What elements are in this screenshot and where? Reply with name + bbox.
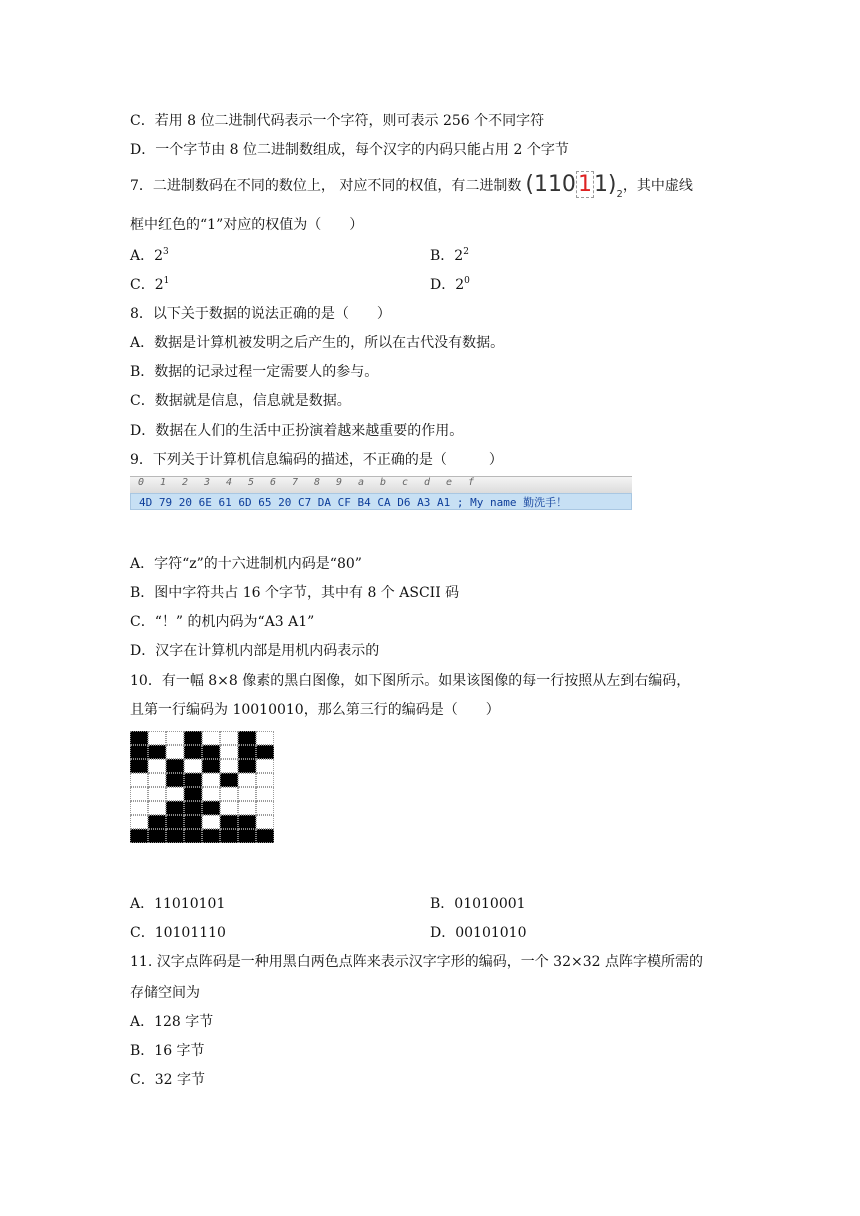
pixel-cell bbox=[256, 745, 274, 759]
q9-option-c: C．“！” 的机内码为“A3 A1” bbox=[130, 614, 315, 630]
hex-column-label: c bbox=[401, 477, 409, 488]
q10-option-a: A．11010101 bbox=[130, 896, 226, 912]
pixel-cell bbox=[184, 731, 202, 745]
hex-column-label: 7 bbox=[291, 477, 299, 488]
pixel-cell bbox=[202, 829, 220, 843]
q11-option-b: B．16 字节 bbox=[130, 1043, 205, 1059]
pixel-cell bbox=[220, 745, 238, 759]
hex-column-label: a bbox=[357, 477, 365, 488]
hex-dump-figure bbox=[130, 476, 632, 510]
q7-stem bbox=[130, 172, 693, 200]
hex-column-label: 1 bbox=[159, 477, 167, 488]
pixel-cell bbox=[184, 745, 202, 759]
pixel-cell bbox=[202, 815, 220, 829]
q10-option-b: B．01010001 bbox=[430, 896, 526, 912]
pixel-cell bbox=[220, 829, 238, 843]
pixel-cell bbox=[202, 801, 220, 815]
pixel-cell bbox=[148, 759, 166, 773]
pixel-cell bbox=[166, 731, 184, 745]
pixel-cell bbox=[238, 829, 256, 843]
hex-column-label: d bbox=[423, 477, 431, 488]
pixel-cell bbox=[184, 815, 202, 829]
pixel-cell bbox=[166, 773, 184, 787]
binary-number-image: $(11011)_2$ bbox=[525, 172, 623, 200]
pixel-cell bbox=[256, 801, 274, 815]
pixel-cell bbox=[256, 829, 274, 843]
q6-option-c: C．若用 8 位二进制代码表示一个字符，则可表示 256 个不同字符 bbox=[130, 113, 545, 129]
hex-column-label: b bbox=[379, 477, 387, 488]
q11-option-c: C．32 字节 bbox=[130, 1072, 205, 1088]
q7-stem-text: 7．二进制数码在不同的数位上， 对应不同的权值，有二进制数 bbox=[130, 178, 522, 194]
q9-option-a: A．字符“z”的十六进制机内码是“80” bbox=[130, 556, 362, 572]
pixel-cell bbox=[220, 801, 238, 815]
q10-option-d: D．00101010 bbox=[430, 925, 527, 941]
hex-column-label: 4 bbox=[225, 477, 233, 488]
pixel-cell bbox=[238, 815, 256, 829]
pixel-cell bbox=[130, 745, 148, 759]
hex-column-label: 5 bbox=[247, 477, 255, 488]
hex-column-label: 2 bbox=[181, 477, 189, 488]
q11-stem-line1: 11. 汉字点阵码是一种用黑白两色点阵来表示汉字字形的编码，一个 32×32 点阵字模所需的 bbox=[130, 954, 703, 970]
pixel-cell bbox=[130, 787, 148, 801]
hex-column-label: 9 bbox=[335, 477, 343, 488]
q6-option-d: D．一个字节由 8 位二进制数组成，每个汉字的内码只能占用 2 个字节 bbox=[130, 142, 569, 158]
pixel-cell bbox=[130, 731, 148, 745]
hex-column-label: 3 bbox=[203, 477, 211, 488]
q10-stem-line1: 10．有一幅 8×8 像素的黑白图像，如下图所示。如果该图像的每一行按照从左到右编码， bbox=[130, 673, 691, 689]
q7-option-b: B．$2^2$ bbox=[430, 247, 469, 264]
pixel-image-figure bbox=[130, 731, 274, 845]
pixel-cell bbox=[148, 801, 166, 815]
pixel-cell bbox=[148, 787, 166, 801]
pixel-cell bbox=[184, 787, 202, 801]
pixel-cell bbox=[184, 773, 202, 787]
q11-stem-line2: 存储空间为 bbox=[130, 985, 200, 1001]
pixel-cell bbox=[184, 759, 202, 773]
pixel-cell bbox=[130, 759, 148, 773]
q10-option-c: C．10101110 bbox=[130, 925, 226, 941]
hex-column-label: 0 bbox=[137, 477, 145, 488]
pixel-cell bbox=[130, 815, 148, 829]
pixel-cell bbox=[166, 745, 184, 759]
pixel-cell bbox=[256, 815, 274, 829]
pixel-cell bbox=[148, 773, 166, 787]
hex-column-label: 6 bbox=[269, 477, 277, 488]
pixel-cell bbox=[238, 731, 256, 745]
hex-data-row: 4D 79 20 6E 61 6D 65 20 C7 DA CF B4 CA D6 A3 A1 ; My name 勤洗手！ bbox=[130, 493, 632, 510]
pixel-cell bbox=[148, 731, 166, 745]
highlighted-digit: 1 bbox=[577, 172, 592, 197]
pixel-cell bbox=[220, 731, 238, 745]
pixel-cell bbox=[256, 731, 274, 745]
pixel-cell bbox=[202, 745, 220, 759]
pixel-cell bbox=[166, 787, 184, 801]
q8-option-c: C．数据就是信息，信息就是数据。 bbox=[130, 393, 351, 409]
pixel-cell bbox=[202, 773, 220, 787]
pixel-cell bbox=[184, 801, 202, 815]
hex-column-label: 8 bbox=[313, 477, 321, 488]
q11-option-a: A．128 字节 bbox=[130, 1014, 214, 1030]
q10-stem-line2: 且第一行编码为 10010010，那么第三行的编码是（ ） bbox=[130, 702, 500, 718]
pixel-cell bbox=[166, 829, 184, 843]
pixel-cell bbox=[256, 787, 274, 801]
pixel-cell bbox=[166, 801, 184, 815]
pixel-cell bbox=[130, 773, 148, 787]
pixel-cell bbox=[238, 759, 256, 773]
q7-option-d: D．$2^0$ bbox=[430, 276, 470, 293]
q8-stem: 8．以下关于数据的说法正确的是（ ） bbox=[130, 306, 391, 322]
q8-option-b: B．数据的记录过程一定需要人的参与。 bbox=[130, 364, 379, 380]
hex-column-label: f bbox=[467, 477, 475, 488]
pixel-cell bbox=[148, 815, 166, 829]
pixel-cell bbox=[220, 759, 238, 773]
q8-option-d: D．数据在人们的生活中正扮演着越来越重要的作用。 bbox=[130, 423, 464, 439]
pixel-cell bbox=[130, 829, 148, 843]
pixel-cell bbox=[238, 745, 256, 759]
hex-column-header bbox=[130, 476, 632, 493]
pixel-cell bbox=[238, 801, 256, 815]
q9-option-b: B．图中字符共占 16 个字节，其中有 8 个 ASCII 码 bbox=[130, 585, 460, 601]
pixel-cell bbox=[184, 829, 202, 843]
q7-option-a: A．$2^3$ bbox=[130, 247, 169, 264]
pixel-cell bbox=[202, 787, 220, 801]
hex-column-label: e bbox=[445, 477, 453, 488]
pixel-cell bbox=[148, 745, 166, 759]
pixel-cell bbox=[220, 773, 238, 787]
pixel-cell bbox=[202, 731, 220, 745]
pixel-cell bbox=[256, 759, 274, 773]
pixel-cell bbox=[256, 773, 274, 787]
q8-option-a: A．数据是计算机被发明之后产生的，所以在古代没有数据。 bbox=[130, 335, 505, 351]
q9-stem: 9．下列关于计算机信息编码的描述，不正确的是（ ） bbox=[130, 452, 503, 468]
pixel-cell bbox=[238, 787, 256, 801]
q7-stem-line2: 框中红色的“1”对应的权值为（ ） bbox=[130, 217, 364, 233]
pixel-cell bbox=[166, 815, 184, 829]
pixel-cell bbox=[148, 829, 166, 843]
q9-option-d: D．汉字在计算机内部是用机内码表示的 bbox=[130, 643, 380, 659]
pixel-cell bbox=[130, 801, 148, 815]
q7-stem-tail: ，其中虚线 bbox=[622, 178, 693, 194]
pixel-cell bbox=[220, 815, 238, 829]
pixel-cell bbox=[166, 759, 184, 773]
pixel-cell bbox=[220, 787, 238, 801]
q7-option-c: C．$2^1$ bbox=[130, 276, 170, 293]
pixel-cell bbox=[238, 773, 256, 787]
pixel-cell bbox=[202, 759, 220, 773]
